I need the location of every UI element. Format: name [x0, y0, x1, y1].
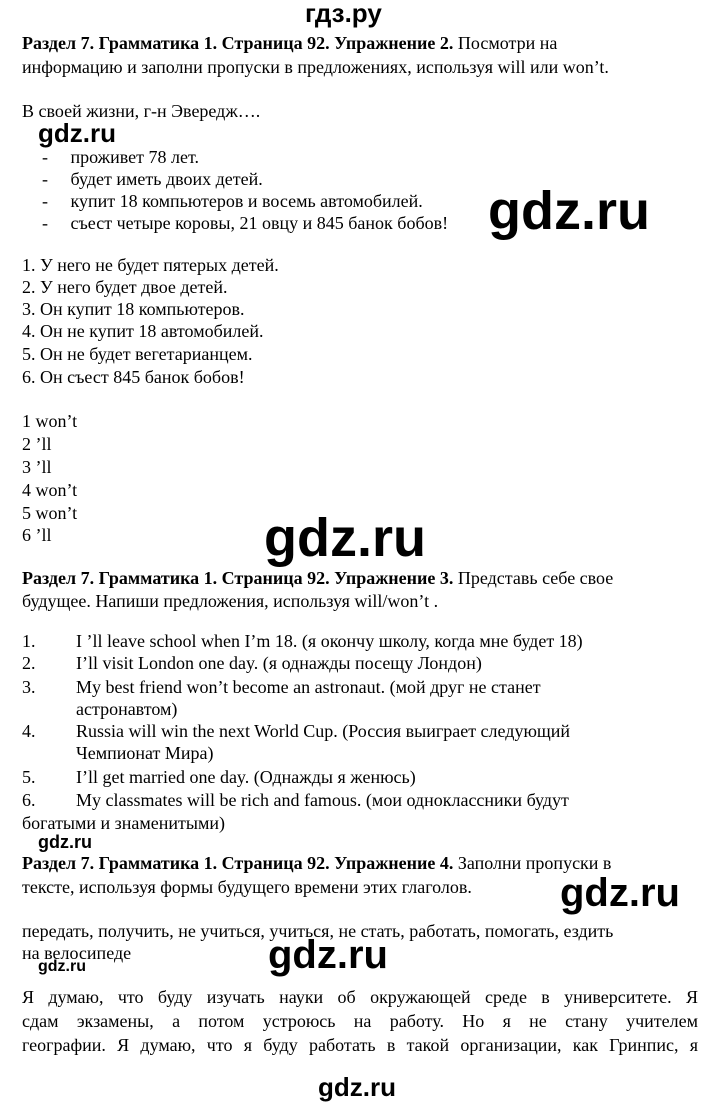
- list-item: I ’ll leave school when I’m 18. (я окончу школу, когда мне будет 18): [76, 631, 583, 651]
- watermark-medium: gdz.ru: [560, 871, 680, 915]
- watermark-small: gdz.ru: [38, 832, 92, 852]
- ex3-instruction-tail: Представь себе свое: [453, 568, 614, 588]
- list-item-continued: Чемпионат Мира): [76, 743, 214, 763]
- list-item-continued: астронавтом): [76, 699, 178, 719]
- list-item: 6 ’ll: [22, 525, 52, 545]
- list-num: 3.: [22, 677, 36, 697]
- list-item: I’ll visit London one day. (я однажды посещу Лондон): [76, 653, 482, 673]
- ex4-instruction-tail: Заполни пропуски в: [453, 853, 612, 873]
- ex2-instruction-line1: [22, 32, 557, 54]
- list-item: - купит 18 компьютеров и восемь автомобилей.: [42, 191, 423, 211]
- ex4-instruction-line1: [22, 852, 611, 874]
- list-item: 5 won’t: [22, 503, 78, 523]
- ex3-heading: Раздел 7. Грамматика 1. Страница 92. Упражнение 3.: [22, 568, 454, 588]
- ex4-instruction-line2: тексте, используя формы будущего времени этих глаголов.: [22, 877, 472, 897]
- watermark-footer: gdz.ru: [318, 1072, 396, 1102]
- ex4-text-line: сдам экзамены, а потом устроюсь на работу. Но я не стану учителем: [22, 1011, 698, 1031]
- watermark-medium: gdz.ru: [268, 933, 388, 977]
- list-item: My classmates will be rich and famous. (мои одноклассники будут: [76, 790, 569, 810]
- watermark-large: gdz.ru: [484, 178, 654, 244]
- list-num: 1.: [22, 631, 36, 651]
- ex3-instruction-line1: [22, 567, 613, 589]
- list-item: Russia will win the next World Cup. (Россия выиграет следующий: [76, 721, 571, 741]
- list-item: I’ll get married one day. (Однажды я женюсь): [76, 767, 416, 787]
- list-item: My best friend won’t become an astronaut. (мой друг не станет: [76, 677, 541, 697]
- list-item: 3. Он купит 18 компьютеров.: [22, 299, 245, 319]
- list-item: 2. У него будет двое детей.: [22, 277, 228, 297]
- list-num: 2.: [22, 653, 36, 673]
- ex4-verbs-line2: на велосипеде: [22, 943, 132, 963]
- list-item: 2 ’ll: [22, 434, 52, 454]
- list-item: 3 ’ll: [22, 457, 52, 477]
- watermark-large: gdz.ru: [264, 508, 426, 568]
- ex4-text-line: Я думаю, что буду изучать науки об окружающей среде в университете. Я: [22, 987, 698, 1007]
- ex2-instruction-line2: информацию и заполни пропуски в предложениях, используя will или won’t.: [22, 57, 609, 77]
- list-item: - съест четыре коровы, 21 овцу и 845 банок бобов!: [42, 213, 449, 233]
- list-item: - будет иметь двоих детей.: [42, 169, 263, 189]
- ex2-heading: Раздел 7. Грамматика 1. Страница 92. Упражнение 2.: [22, 33, 454, 53]
- ex4-text-line: географии. Я думаю, что я буду работать в такой организации, как Гринпис, я: [22, 1035, 698, 1055]
- ex3-instruction-line2: будущее. Напиши предложения, используя will/won’t .: [22, 591, 439, 611]
- list-item: 4 won’t: [22, 480, 78, 500]
- site-header: гдз.ру: [305, 0, 382, 28]
- list-item-continued: богатыми и знаменитыми): [22, 813, 226, 833]
- list-item: 5. Он не будет вегетарианцем.: [22, 344, 253, 364]
- ex2-intro: В своей жизни, г-н Эвередж….: [22, 101, 261, 121]
- list-item: 1. У него не будет пятерых детей.: [22, 255, 279, 275]
- list-item: 1 won’t: [22, 411, 78, 431]
- list-num: 6.: [22, 790, 36, 810]
- watermark-small: gdz.ru: [38, 118, 116, 148]
- list-num: 4.: [22, 721, 36, 741]
- list-num: 5.: [22, 767, 36, 787]
- list-item: 4. Он не купит 18 автомобилей.: [22, 321, 264, 341]
- list-item: 6. Он съест 845 банок бобов!: [22, 367, 245, 387]
- ex2-instruction-tail: Посмотри на: [453, 33, 558, 53]
- watermark-small: gdz.ru: [38, 958, 86, 975]
- ex4-heading: Раздел 7. Грамматика 1. Страница 92. Упражнение 4.: [22, 853, 454, 873]
- ex4-verbs-line1: передать, получить, не учиться, учиться, не стать, работать, помогать, ездить: [22, 921, 614, 941]
- list-item: - проживет 78 лет.: [42, 147, 199, 167]
